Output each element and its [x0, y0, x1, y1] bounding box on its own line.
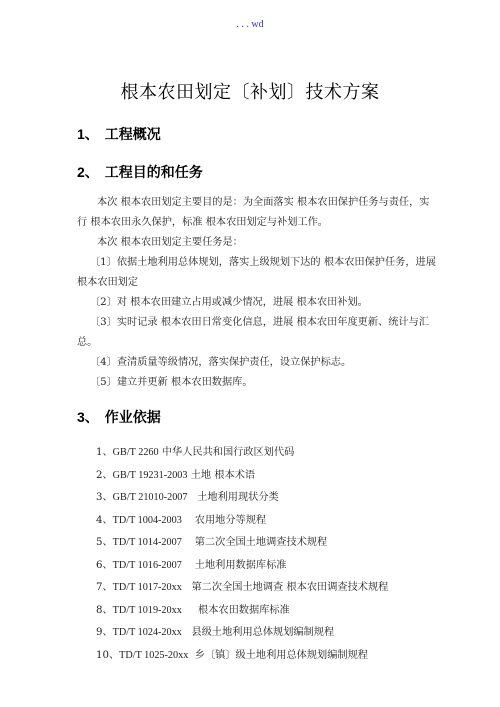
reference-index: 1、: [96, 447, 113, 458]
reference-name: 土地利用现状分类: [197, 492, 279, 503]
section-heading-1: [77, 124, 161, 144]
reference-item: [96, 623, 334, 638]
reference-index: 2、: [96, 470, 113, 481]
reference-item: [96, 601, 290, 616]
section-title: 作业依据: [104, 410, 161, 426]
reference-code: TD/T 1004-2003: [112, 515, 182, 526]
reference-name: 土地 根本术语: [190, 470, 256, 481]
section-number: 3、: [77, 409, 99, 425]
section-title: 工程概况: [104, 127, 161, 143]
reference-name: 农用地分等规程: [194, 515, 267, 526]
reference-name: 中华人民共和国行政区划代码: [161, 447, 295, 458]
reference-code: TD/T 1016-2007: [112, 560, 182, 571]
task-item-3: 〔3〕实时记录 根本农田日常变化信息，进展 根本农田年度更新、统计与汇总。: [77, 317, 429, 348]
reference-item: [96, 488, 279, 503]
reference-index: 8、: [96, 605, 113, 616]
task-item-5: 〔5〕建立并更新 根本农田数据库。: [90, 377, 253, 388]
reference-item: [96, 466, 255, 481]
section-title: 工程目的和任务: [104, 165, 203, 181]
reference-name: 第二次全国土地调查 根本农田调查技术规程: [191, 582, 389, 593]
reference-item: [96, 443, 294, 458]
reference-code: TD/T 1017-20xx: [112, 582, 182, 593]
reference-item: [96, 646, 368, 661]
reference-name: 乡〔镇〕级土地利用总体规划编制规程: [194, 650, 368, 661]
reference-code: TD/T 1019-20xx: [112, 605, 182, 616]
paragraph-purpose: 本次 根本农田划定主要目的是：为全面落实 根本农田保护任务与责任，实行 根本农田永久保护，标准 根本农田划定与补划工作。: [77, 197, 430, 228]
reference-code: GB/T 2260: [112, 447, 159, 458]
section-heading-2: [77, 162, 203, 182]
reference-item: [96, 533, 327, 548]
task-item-2: 〔2〕对 根本农田建立占用或减少情况，进展 根本农田补划。: [90, 297, 368, 308]
reference-name: 县级土地利用总体规划编制规程: [191, 627, 335, 638]
section-heading-3: [77, 407, 161, 427]
section-number: 2、: [77, 164, 99, 180]
reference-index: 10、: [96, 650, 120, 661]
reference-item: [96, 556, 286, 571]
reference-name: 土地利用数据库标准: [194, 560, 287, 571]
reference-item: [96, 511, 266, 526]
reference-name: 第二次全国土地调查技术规程: [194, 537, 328, 548]
task-item-4: 〔4〕查清质量等级情况，落实保护责任，设立保护标志。: [90, 357, 352, 368]
reference-item: [96, 578, 388, 593]
reference-code: TD/T 1024-20xx: [112, 627, 182, 638]
reference-code: TD/T 1014-2007: [112, 537, 182, 548]
reference-index: 7、: [96, 582, 113, 593]
header-mark: . . . wd: [236, 19, 264, 30]
reference-code: TD/T 1025-20xx: [119, 650, 189, 661]
reference-code: GB/T 21010-2007: [112, 492, 188, 503]
paragraph-tasks-intro: 本次 根本农田划定主要任务是：: [97, 237, 243, 248]
reference-index: 4、: [96, 515, 113, 526]
document-title: 根本农田划定〔补划〕技术方案: [120, 82, 380, 103]
section-number: 1、: [77, 126, 99, 142]
reference-index: 3、: [96, 492, 113, 503]
reference-index: 6、: [96, 560, 113, 571]
reference-code: GB/T 19231-2003: [112, 470, 188, 481]
reference-index: 9、: [96, 627, 113, 638]
reference-name: 根本农田数据库标准: [198, 605, 290, 616]
reference-index: 5、: [96, 537, 113, 548]
task-item-1: 〔1〕依据土地利用总体规划，落实上级规划下达的 根本农田保护任务，进展 根本农田划定: [77, 257, 436, 288]
